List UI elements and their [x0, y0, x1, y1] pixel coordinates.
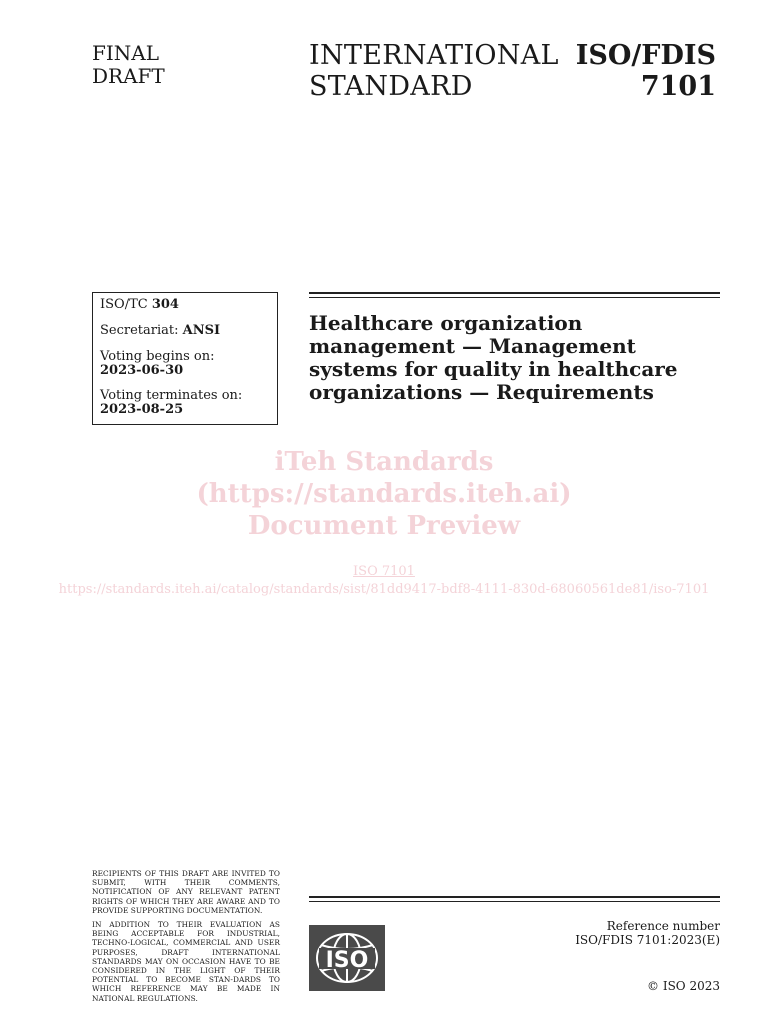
document-type-line1: INTERNATIONAL: [309, 40, 559, 71]
patent-notice: RECIPIENTS OF THIS DRAFT ARE INVITED TO SUBMIT, WITH THEIR COMMENTS, NOTIFICATION OF ANY RELEVANT PATENT RIGHTS OF WHICH THEY ARE AWARE AND TO PROVIDE SUPPORTING DOCUMENTATION.: [92, 869, 280, 915]
secretariat-label: Secretariat:: [100, 323, 179, 338]
voting-terminates-value: 2023-08-25: [100, 402, 184, 417]
reference-number: ISO/FDIS 7101:2023(E): [575, 933, 720, 947]
committee-info-box: [92, 292, 278, 425]
watermark-url[interactable]: https://standards.iteh.ai/catalog/standards/sist/81dd9417-bdf8-4111-830d-68060561de81/iso-7101: [58, 582, 710, 597]
standard-number: [536, 40, 716, 102]
watermark-link[interactable]: ISO 7101: [353, 564, 415, 579]
standard-number-line1: ISO/FDIS: [575, 40, 716, 71]
committee-label: ISO/TC: [100, 297, 148, 312]
evaluation-notice: IN ADDITION TO THEIR EVALUATION AS BEING ACCEPTABLE FOR INDUSTRIAL, TECHNO-LOGICAL, COMMERCIAL AND USER PURPOSES, DRAFT INTERNATIONAL STANDARDS MAY ON OCCASION HAVE TO BE CONSIDERED IN THE LIGHT OF THEIR POTENTIAL TO BECOME STAN-DARDS TO WHICH REFERENCE MAY BE MADE IN NATIONAL REGULATIONS.: [92, 920, 280, 1003]
reference-block: [480, 919, 720, 947]
copyright: © ISO 2023: [647, 979, 720, 993]
iso-logo: [309, 925, 385, 991]
committee-row: [100, 298, 270, 312]
iso-logo-text: ISO: [325, 948, 369, 973]
voting-terminates-row: [100, 389, 270, 417]
voting-begins-row: [100, 350, 270, 378]
reference-label: Reference number: [606, 919, 720, 933]
document-title: Healthcare organization management — Management systems for quality in healthcare organizations — Requirements: [309, 311, 678, 404]
watermark-line3: Document Preview: [247, 511, 521, 541]
document-type-line2: STANDARD: [309, 71, 473, 102]
watermark-line2: (https://standards.iteh.ai): [196, 479, 572, 509]
draft-status-line2: DRAFT: [92, 64, 165, 88]
title-divider: [309, 292, 720, 298]
watermark-line1: iTeh Standards: [274, 447, 494, 477]
voting-terminates-label: Voting terminates on:: [100, 388, 243, 403]
secretariat-row: [100, 324, 270, 338]
committee-value: 304: [151, 297, 179, 312]
voting-begins-label: Voting begins on:: [100, 349, 215, 364]
iso-globe-icon: [309, 925, 385, 991]
standard-number-line2: 7101: [640, 71, 716, 102]
draft-status: [92, 42, 212, 88]
footer-divider: [309, 896, 720, 902]
draft-status-line1: FINAL: [92, 41, 160, 65]
voting-begins-value: 2023-06-30: [100, 363, 184, 378]
document-type: [309, 40, 559, 102]
secretariat-value: ANSI: [182, 323, 221, 338]
